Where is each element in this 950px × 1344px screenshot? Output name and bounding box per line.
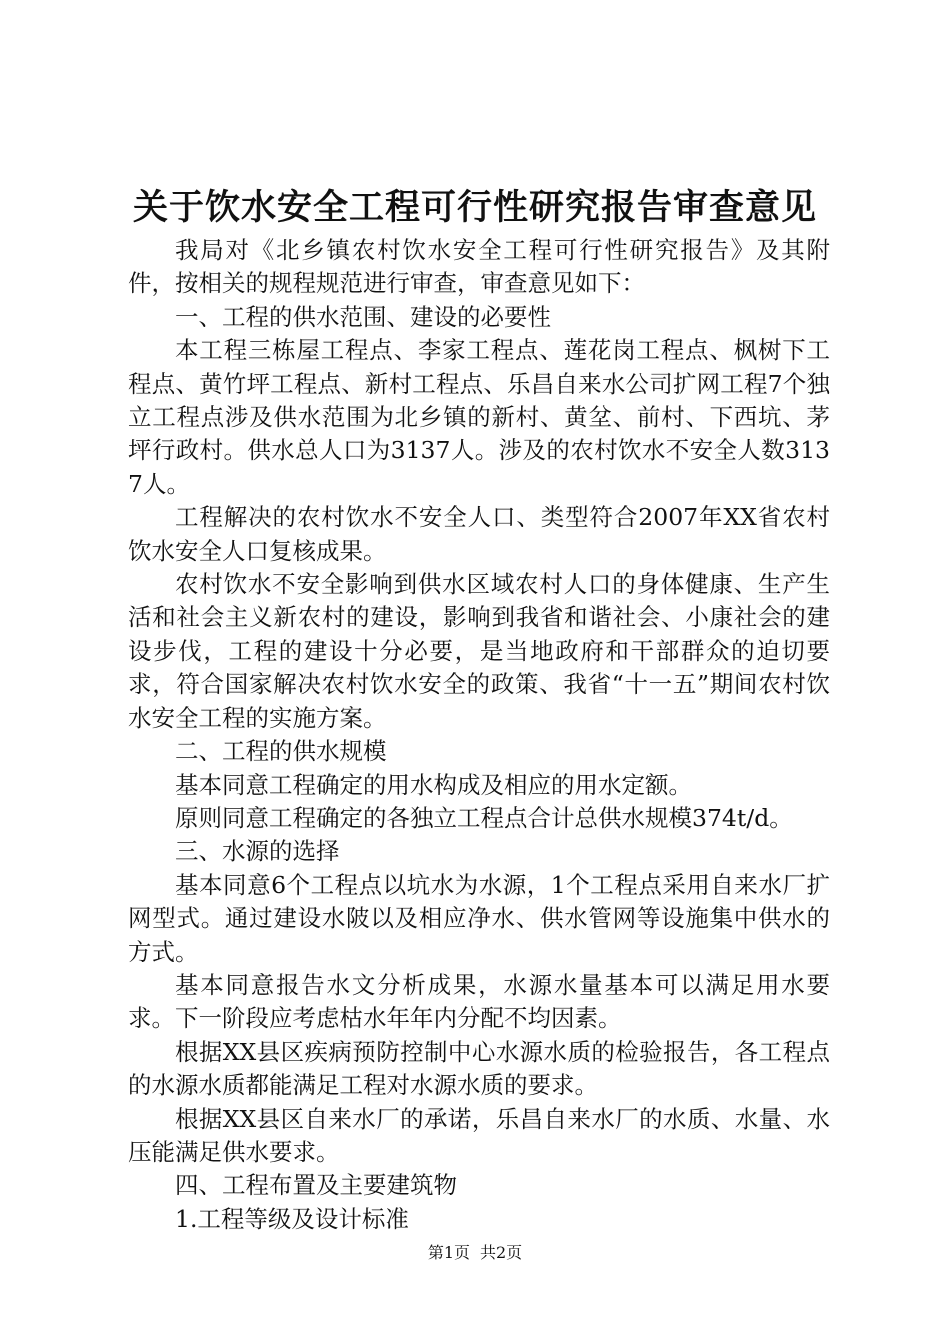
document-title: 关于饮水安全工程可行性研究报告审查意见 xyxy=(132,187,817,228)
paragraph-necessity: 农村饮水不安全影响到供水区域农村人口的身体健康、生产生活和社会主义新农村的建设，影响到我省和谐社会、小康社会的建设步伐，工程的建设十分必要，是当地政府和干部群众的迫切要求，符合国家解决农村饮水安全的政策、我省“十一五”期间农村饮水安全工程的实施方案。 xyxy=(128,570,830,732)
paragraph-supply-scale: 原则同意工程确定的各独立工程点合计总供水规模374t/d。 xyxy=(175,803,793,832)
subsection-heading-1: 1.工程等级及设计标准 xyxy=(175,1204,409,1233)
paragraph-population: 工程解决的农村饮水不安全人口、类型符合2007年XX省农村饮水安全人口复核成果。 xyxy=(128,503,830,565)
section-heading-2: 二、工程的供水规模 xyxy=(175,737,387,766)
section-heading-3: 三、水源的选择 xyxy=(175,837,340,866)
page-footer xyxy=(0,1242,950,1264)
paragraph-scope: 本工程三栋屋工程点、李家工程点、莲花岗工程点、枫树下工程点、黄竹坪工程点、新村工程点、乐昌自来水公司扩网工程7个独立工程点涉及供水范围为北乡镇的新村、黄坌、前村、下西坑、茅坪行政村。供水总人口为3137人。涉及的农村饮水不安全人数3137人。 xyxy=(128,336,830,498)
paragraph-hydrology: 基本同意报告水文分析成果，水源水量基本可以满足用水要求。下一阶段应考虑枯水年年内分配不均因素。 xyxy=(128,970,830,1033)
paragraph-intro: 我局对《北乡镇农村饮水安全工程可行性研究报告》及其附件，按相关的规程规范进行审查，审查意见如下： xyxy=(128,236,830,298)
document-body xyxy=(128,234,830,1236)
page-total: 共2页 xyxy=(480,1243,523,1262)
section-heading-1: 一、工程的供水范围、建设的必要性 xyxy=(175,302,551,331)
paragraph-water-quality: 根据XX县区疾病预防控制中心水源水质的检验报告，各工程点的水源水质都能满足工程对水源水质的要求。 xyxy=(128,1037,830,1100)
page-number: 第1页 xyxy=(427,1243,470,1262)
paragraph-source-type: 基本同意6个工程点以坑水为水源，1个工程点采用自来水厂扩网型式。通过建设水陂以及相应净水、供水管网等设施集中供水的方式。 xyxy=(128,870,830,966)
paragraph-water-quota: 基本同意工程确定的用水构成及相应的用水定额。 xyxy=(175,770,692,799)
section-heading-4: 四、工程布置及主要建筑物 xyxy=(175,1171,457,1200)
paragraph-waterworks: 根据XX县区自来水厂的承诺，乐昌自来水厂的水质、水量、水压能满足供水要求。 xyxy=(128,1104,830,1166)
